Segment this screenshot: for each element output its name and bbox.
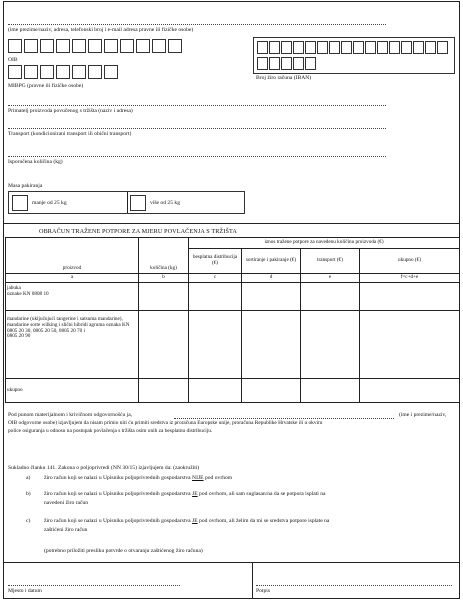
statement-intro: Sukladno članku 141. Zakona o poljoprivredi (NN 30/15) izjavljujem da: (zaokružiti)	[8, 465, 200, 471]
oib-input-boxes[interactable]	[8, 39, 184, 53]
calc-title: OBRAČUN TRAŽENE POTPORE ZA MJERU POVLAČENJA S TRŽIŠTA	[39, 228, 237, 235]
statement-note: (potrebno priložiti presliku potvrde o otvaranju zaštićenog žiro računa)	[44, 548, 203, 554]
application-form	[3, 1, 460, 599]
row-apple-product: jabuka oznake KN 0808 10	[6, 283, 139, 311]
quantity-line[interactable]	[8, 156, 386, 157]
row-apple-free[interactable]	[189, 283, 242, 311]
packaging-options	[8, 191, 245, 214]
total-quantity[interactable]	[139, 379, 189, 403]
col-free-header: besplatna distribucija (€)	[189, 249, 242, 274]
row-mandarin-free[interactable]	[189, 311, 242, 379]
packaging-small-checkbox[interactable]	[12, 195, 28, 211]
signature-divider	[4, 562, 459, 563]
total-transport[interactable]	[301, 379, 360, 403]
declaration-line3: police osiguranja u odnosu na postupak povlačenja s tržišta osim onih za besplatnu distribuciju.	[8, 428, 213, 434]
letter-d: d	[242, 274, 301, 283]
mibpg-input-boxes[interactable]	[8, 65, 120, 79]
total-sorting[interactable]	[242, 379, 301, 403]
row-apple-transport[interactable]	[301, 283, 360, 311]
row-mandarin-total[interactable]	[360, 311, 460, 379]
row-apple-quantity[interactable]	[139, 283, 189, 311]
declaration-start: Pod punom materijalnom i krivičnom odgovornošću ja,	[8, 412, 133, 418]
col-product-header: proizvod	[6, 238, 139, 274]
row-apple-total[interactable]	[360, 283, 460, 311]
letter-c: c	[189, 274, 242, 283]
row-mandarin-quantity[interactable]	[139, 311, 189, 379]
declaration-end: (ime i prezime/naziv,	[399, 412, 447, 418]
transport-line[interactable]	[8, 128, 386, 129]
option-a-text[interactable]: žiro račun koji se nalazi u Upisniku poljoprivrednih gospodarstva NIJE pod ovrhom	[44, 475, 233, 481]
mibpg-label: MIBPG (pravne ili fizičke osobe)	[8, 83, 84, 89]
quantity-label: Isporučena količina (kg)	[8, 159, 63, 165]
packaging-large-label: više od 25 kg	[150, 200, 180, 206]
section-divider	[4, 223, 459, 224]
iban-label: Broj žiro računa (IBAN)	[256, 75, 312, 81]
transport-label: Transport (kondicionirani transport ili obični transport)	[8, 131, 132, 137]
letter-f: f=c+d+e	[360, 274, 460, 283]
signature-line[interactable]	[256, 585, 452, 586]
letter-b: b	[139, 274, 189, 283]
option-c-line2: zaštićeni žiro račun	[44, 527, 88, 533]
declaration-name-line[interactable]	[174, 418, 394, 419]
col-transport-header: transport (€)	[301, 249, 360, 274]
col-quantity-header: količina (kg)	[139, 238, 189, 274]
place-date-label: Mjesto i datum	[8, 588, 42, 594]
packaging-title: Masa pakiranja	[8, 183, 43, 189]
option-b-letter: b)	[26, 491, 31, 497]
col-total-header: ukupno (€)	[360, 249, 460, 274]
option-b-text[interactable]: žiro račun koji se nalazi u Upisniku poljoprivrednih gospodarstva JE pod ovrhom, ali sam suglasan/na da se potpora isplati na	[44, 491, 326, 497]
signature-column-divider	[252, 562, 253, 599]
row-apple-sorting[interactable]	[242, 283, 301, 311]
letter-a: a	[6, 274, 139, 283]
option-c-text[interactable]: žiro račun koji se nalazi u Upisniku poljoprivrednih gospodarstva JE pod ovrhom, ali želim da mi se sredstva potpore isplate na	[44, 518, 330, 524]
option-b-line2: navedeni žiro račun	[44, 500, 89, 506]
amount-header: iznos tražene potpore za navedenu količinu proizvoda (€)	[189, 238, 460, 249]
total-free[interactable]	[189, 379, 242, 403]
declaration-line2: OIB odgovorne osobe) izjavljujem da nisam primio niti ću primiti sredstva iz proračuna Europske unije, proračuna Republike Hrvatske ili u okviru	[8, 420, 323, 426]
applicant-name-label: (ime prezime/naziv, adresa, telefonski broj i e-mail adresa pravne ili fizičke osobe)	[8, 27, 194, 33]
letter-e: e	[301, 274, 360, 283]
option-a-letter: a)	[26, 475, 31, 481]
packaging-small-label: manje od 25 kg	[32, 200, 67, 206]
signature-label: Potpis	[256, 588, 270, 594]
col-sorting-header: sortiranje i pakiranje (€)	[242, 249, 301, 274]
oib-label: OIB	[8, 57, 18, 63]
row-mandarin-transport[interactable]	[301, 311, 360, 379]
row-mandarin-product: mandarine (uključujući tangerine i satsuma mandarine), mandarine sorte wilking i slični hibridi agruma oznaka KN 0805 20 30, 0805 20 50, 0805 20 70 i 0805 20 90	[6, 311, 139, 379]
recipient-label: Primatelj proizvoda povučenog s tržišta (naziv i adresa)	[8, 108, 133, 114]
packaging-large-checkbox[interactable]	[130, 195, 146, 211]
place-date-line[interactable]	[8, 585, 180, 586]
calc-table	[5, 237, 460, 403]
total-label: ukupno	[6, 379, 139, 403]
applicant-name-line[interactable]	[8, 24, 386, 25]
recipient-line[interactable]	[8, 105, 386, 106]
row-mandarin-sorting[interactable]	[242, 311, 301, 379]
option-c-letter: c)	[26, 518, 31, 524]
total-total[interactable]	[360, 379, 460, 403]
iban-frame[interactable]	[253, 37, 455, 74]
